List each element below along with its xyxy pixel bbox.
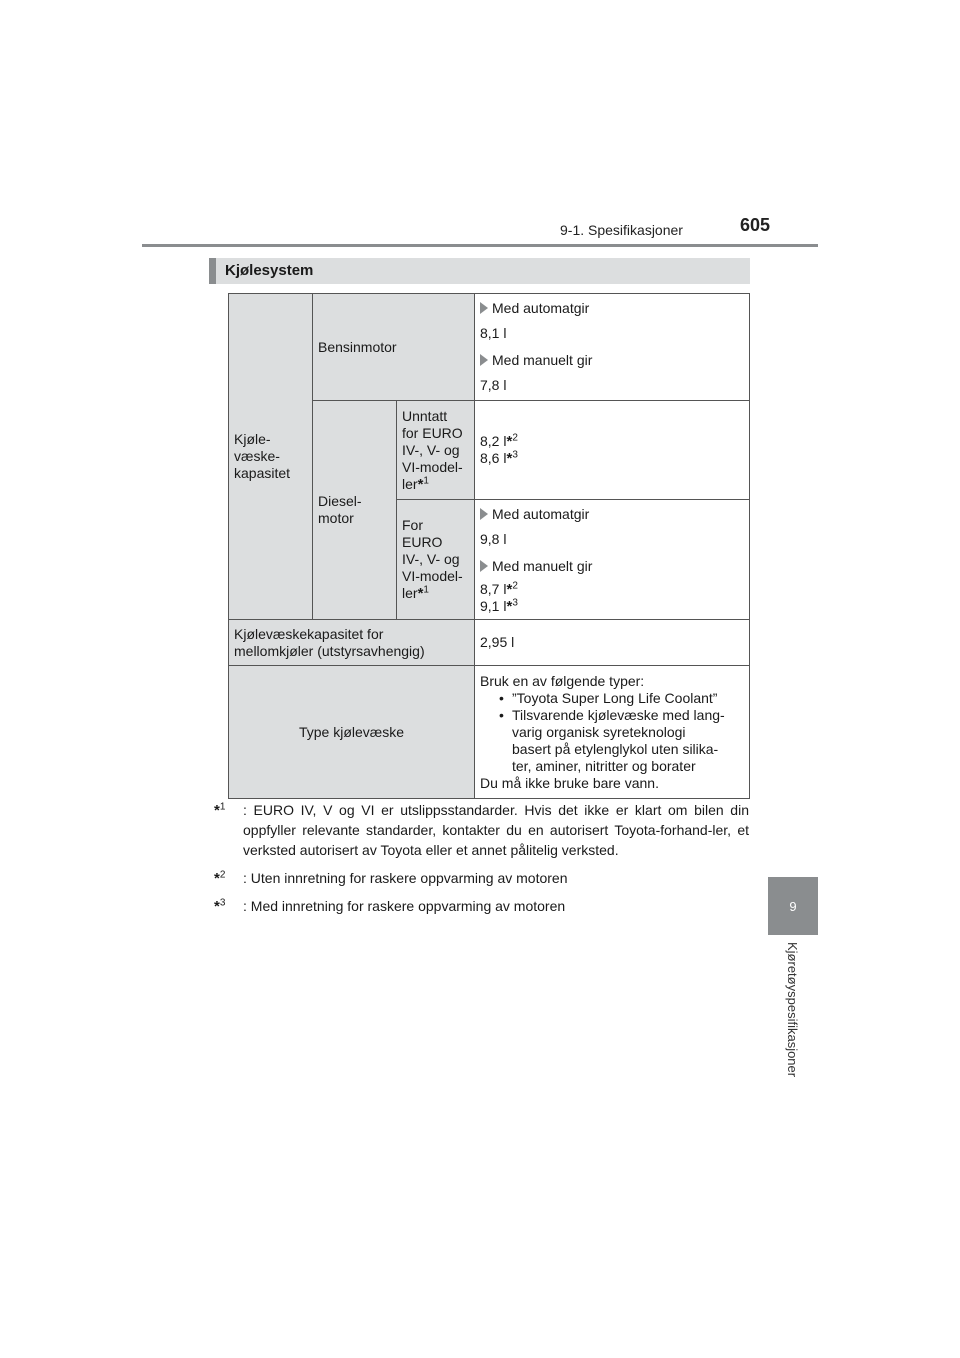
- diesel-non-euro-values: [475, 401, 750, 500]
- footnote-3: *$^3$ : Med innretning for raskere oppvarming av motoren: [214, 897, 566, 915]
- petrol-engine-label: Bensinmotor: [313, 294, 475, 401]
- coolant-type-list: [480, 690, 744, 775]
- diesel-euro-values: [475, 500, 750, 620]
- diesel-euro-auto-value: 9,8 l: [480, 531, 507, 547]
- arrow-right-icon: [480, 302, 488, 314]
- asterisk-icon: *: [214, 802, 220, 819]
- diesel-euro-manual-option: Med manuelt gir: [480, 558, 744, 575]
- table-row: [229, 620, 750, 666]
- section-heading-accent: [209, 258, 216, 284]
- chapter-number: 9: [789, 898, 797, 914]
- arrow-right-icon: [480, 354, 488, 366]
- table-row: [229, 666, 750, 799]
- coolant-type-intro: Bruk en av følgende typer:: [480, 672, 645, 689]
- chapter-side-label: [778, 942, 808, 1092]
- asterisk-icon: *: [506, 598, 513, 615]
- arrow-right-icon: [480, 508, 488, 520]
- asterisk-icon: *: [214, 870, 220, 887]
- header-section-title: 9-1. Spesifikasjoner: [560, 222, 683, 238]
- section-heading: [209, 258, 750, 284]
- diesel-euro-manual-value-1: 8,7 l*$^2$: [480, 580, 518, 598]
- cooling-spec-table: [228, 293, 750, 799]
- diesel-engine-label: Diesel- motor: [313, 401, 397, 620]
- coolant-type-warning: Du må ikke bruke bare vann.: [480, 774, 659, 791]
- petrol-auto-option: Med automatgir: [480, 300, 744, 317]
- footnote-1: *$^1$ : EURO IV, V og VI er utslippsstandarder. Hvis det ikke er klart om bilen din oppfyller relevante standarder, kontakter du en autorisert Toyota-forhand-ler, et verksted autorisert av Toyota eller et annet pålitelig verksted.: [214, 801, 749, 858]
- footnotes: [214, 800, 749, 924]
- petrol-manual-value: 7,8 l: [480, 377, 507, 393]
- intercooler-value: 2,95 l: [475, 620, 750, 666]
- diesel-euro-auto-option: Med automatgir: [480, 506, 744, 523]
- asterisk-icon: *: [214, 898, 220, 915]
- diesel-non-euro-value-2: 8,6 l*$^3$: [480, 449, 518, 467]
- petrol-manual-option: Med manuelt gir: [480, 352, 744, 369]
- diesel-euro-manual-value-2: 9,1 l*$^3$: [480, 597, 518, 615]
- table-row: [229, 294, 750, 401]
- arrow-right-icon: [480, 560, 488, 572]
- coolant-type-label: Type kjølevæske: [229, 666, 475, 799]
- asterisk-icon: *: [417, 475, 424, 493]
- asterisk-icon: *: [417, 585, 424, 602]
- intercooler-label: Kjølevæskekapasitet for mellomkjøler (utstyrsavhengig): [229, 620, 475, 666]
- petrol-values: [475, 294, 750, 401]
- diesel-non-euro-value-1: 8,2 l*$^2$: [480, 432, 518, 450]
- petrol-auto-value: 8,1 l: [480, 325, 507, 341]
- footnote-2: *$^2$ : Uten innretning for raskere oppvarming av motoren: [214, 869, 568, 887]
- asterisk-icon: *: [506, 450, 513, 467]
- asterisk-icon: *: [506, 433, 513, 450]
- section-title: Kjølesystem: [225, 262, 314, 279]
- list-item: • ”Toyota Super Long Life Coolant”: [512, 690, 744, 707]
- list-item: • Tilsvarende kjølevæske med lang- varig organisk syreteknologi basert på etylenglykol uten silika- ter, aminer, nitritter og borater: [512, 707, 744, 775]
- asterisk-icon: *: [506, 581, 513, 598]
- diesel-non-euro-label: Unntatt for EURO IV-, V- og VI-model- ler*$^1$: [397, 401, 475, 500]
- diesel-euro-label: For EURO IV-, V- og VI-model- ler*$^1$: [397, 500, 475, 620]
- header-divider: [142, 244, 818, 247]
- page-number: 605: [740, 215, 771, 235]
- coolant-type-values: [475, 666, 750, 799]
- chapter-tab[interactable]: [768, 877, 818, 935]
- capacity-label: Kjøle- væske- kapasitet: [229, 294, 313, 620]
- chapter-title: Kjøretøyspesifikasjoner: [785, 942, 800, 1078]
